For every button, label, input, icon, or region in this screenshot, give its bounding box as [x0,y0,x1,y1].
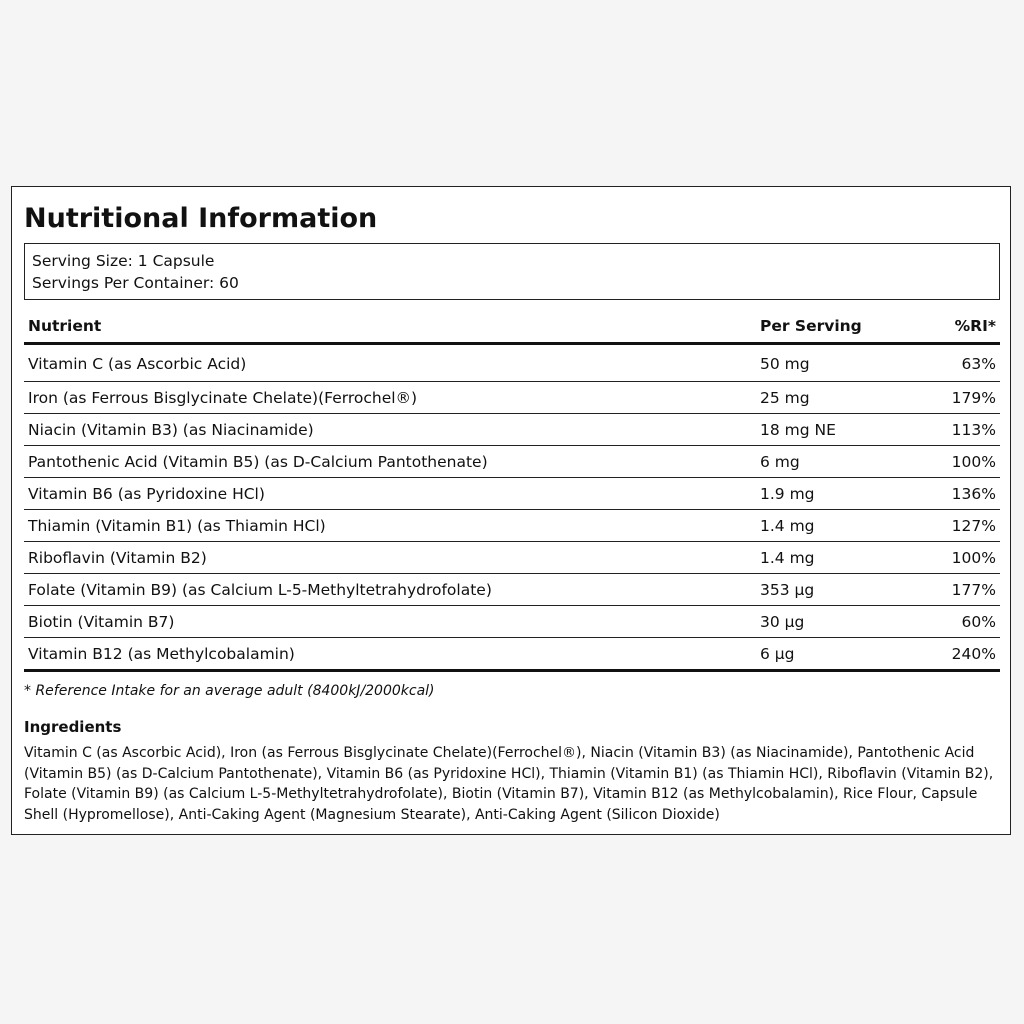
nutrient-name: Vitamin B12 (as Methylcobalamin) [24,638,756,671]
nutrient-name: Biotin (Vitamin B7) [24,606,756,638]
nutrient-ri: 127% [916,510,1000,542]
nutrient-amount: 30 µg [756,606,916,638]
nutrient-ri: 136% [916,478,1000,510]
table-row [24,510,1000,542]
nutrient-table-header [24,310,1000,344]
nutrient-ri: 100% [916,446,1000,478]
serving-info-box [24,243,1000,300]
nutrient-name: Folate (Vitamin B9) (as Calcium L-5-Methyltetrahydrofolate) [24,574,756,606]
nutrient-ri: 240% [916,638,1000,671]
nutrient-name: Thiamin (Vitamin B1) (as Thiamin HCl) [24,510,756,542]
nutrient-name: Niacin (Vitamin B3) (as Niacinamide) [24,414,756,446]
table-row [24,478,1000,510]
nutrition-panel [11,186,1011,835]
table-row [24,414,1000,446]
table-row [24,606,1000,638]
panel-title: Nutritional Information [24,203,378,234]
nutrient-ri: 63% [916,344,1000,382]
nutrient-amount: 1.4 mg [756,510,916,542]
nutrient-ri: 100% [916,542,1000,574]
ingredients-list: Vitamin C (as Ascorbic Acid), Iron (as Ferrous Bisglycinate Chelate)(Ferrochel®), Niacin (Vitamin B3) (as Niacinamide), Pantothenic Acid (Vitamin B5) (as D-Calcium Pantothenate), Vitamin B6 (as Pyridoxine HCl), Thiamin (Vitamin B1) (as Thiamin HCl), Riboflavin (Vitamin B2), Folate (Vitamin B9) (as Calcium L-5-Methyltetrahydrofolate), Biotin (Vitamin B7), Vitamin B12 (as Methylcobalamin), Rice Flour, Capsule Shell (Hypromellose), Anti-Caking Agent (Magnesium Stearate), Anti-Caking Agent (Silicon Dioxide) [24,745,994,823]
table-row [24,344,1000,382]
serving-size: Serving Size: 1 Capsule [32,252,215,270]
nutrient-table [24,310,1000,672]
nutrient-amount: 50 mg [756,344,916,382]
nutrient-amount: 353 µg [756,574,916,606]
nutrient-ri: 113% [916,414,1000,446]
servings-per-container: Servings Per Container: 60 [32,274,239,292]
nutrient-name: Pantothenic Acid (Vitamin B5) (as D-Calcium Pantothenate) [24,446,756,478]
nutrient-ri: 60% [916,606,1000,638]
table-row [24,446,1000,478]
table-row [24,382,1000,414]
nutrient-ri: 177% [916,574,1000,606]
nutrient-name: Riboflavin (Vitamin B2) [24,542,756,574]
nutrient-name: Vitamin B6 (as Pyridoxine HCl) [24,478,756,510]
nutrient-name: Vitamin C (as Ascorbic Acid) [24,344,756,382]
table-row [24,574,1000,606]
nutrient-amount: 1.4 mg [756,542,916,574]
nutrient-table-body [24,344,1000,671]
reference-intake-footnote: * Reference Intake for an average adult (8400kJ/2000kcal) [24,683,435,699]
table-row [24,542,1000,574]
nutrient-amount: 6 µg [756,638,916,671]
ingredients-heading: Ingredients [24,718,122,736]
header-per-serving: Per Serving [756,310,916,344]
nutrient-name: Iron (as Ferrous Bisglycinate Chelate)(Ferrochel®) [24,382,756,414]
nutrient-amount: 6 mg [756,446,916,478]
nutrient-ri: 179% [916,382,1000,414]
nutrient-amount: 25 mg [756,382,916,414]
nutrient-amount: 1.9 mg [756,478,916,510]
header-row [24,310,1000,344]
header-ri: %RI* [916,310,1000,344]
nutrient-amount: 18 mg NE [756,414,916,446]
table-row [24,638,1000,671]
header-nutrient: Nutrient [24,310,756,344]
